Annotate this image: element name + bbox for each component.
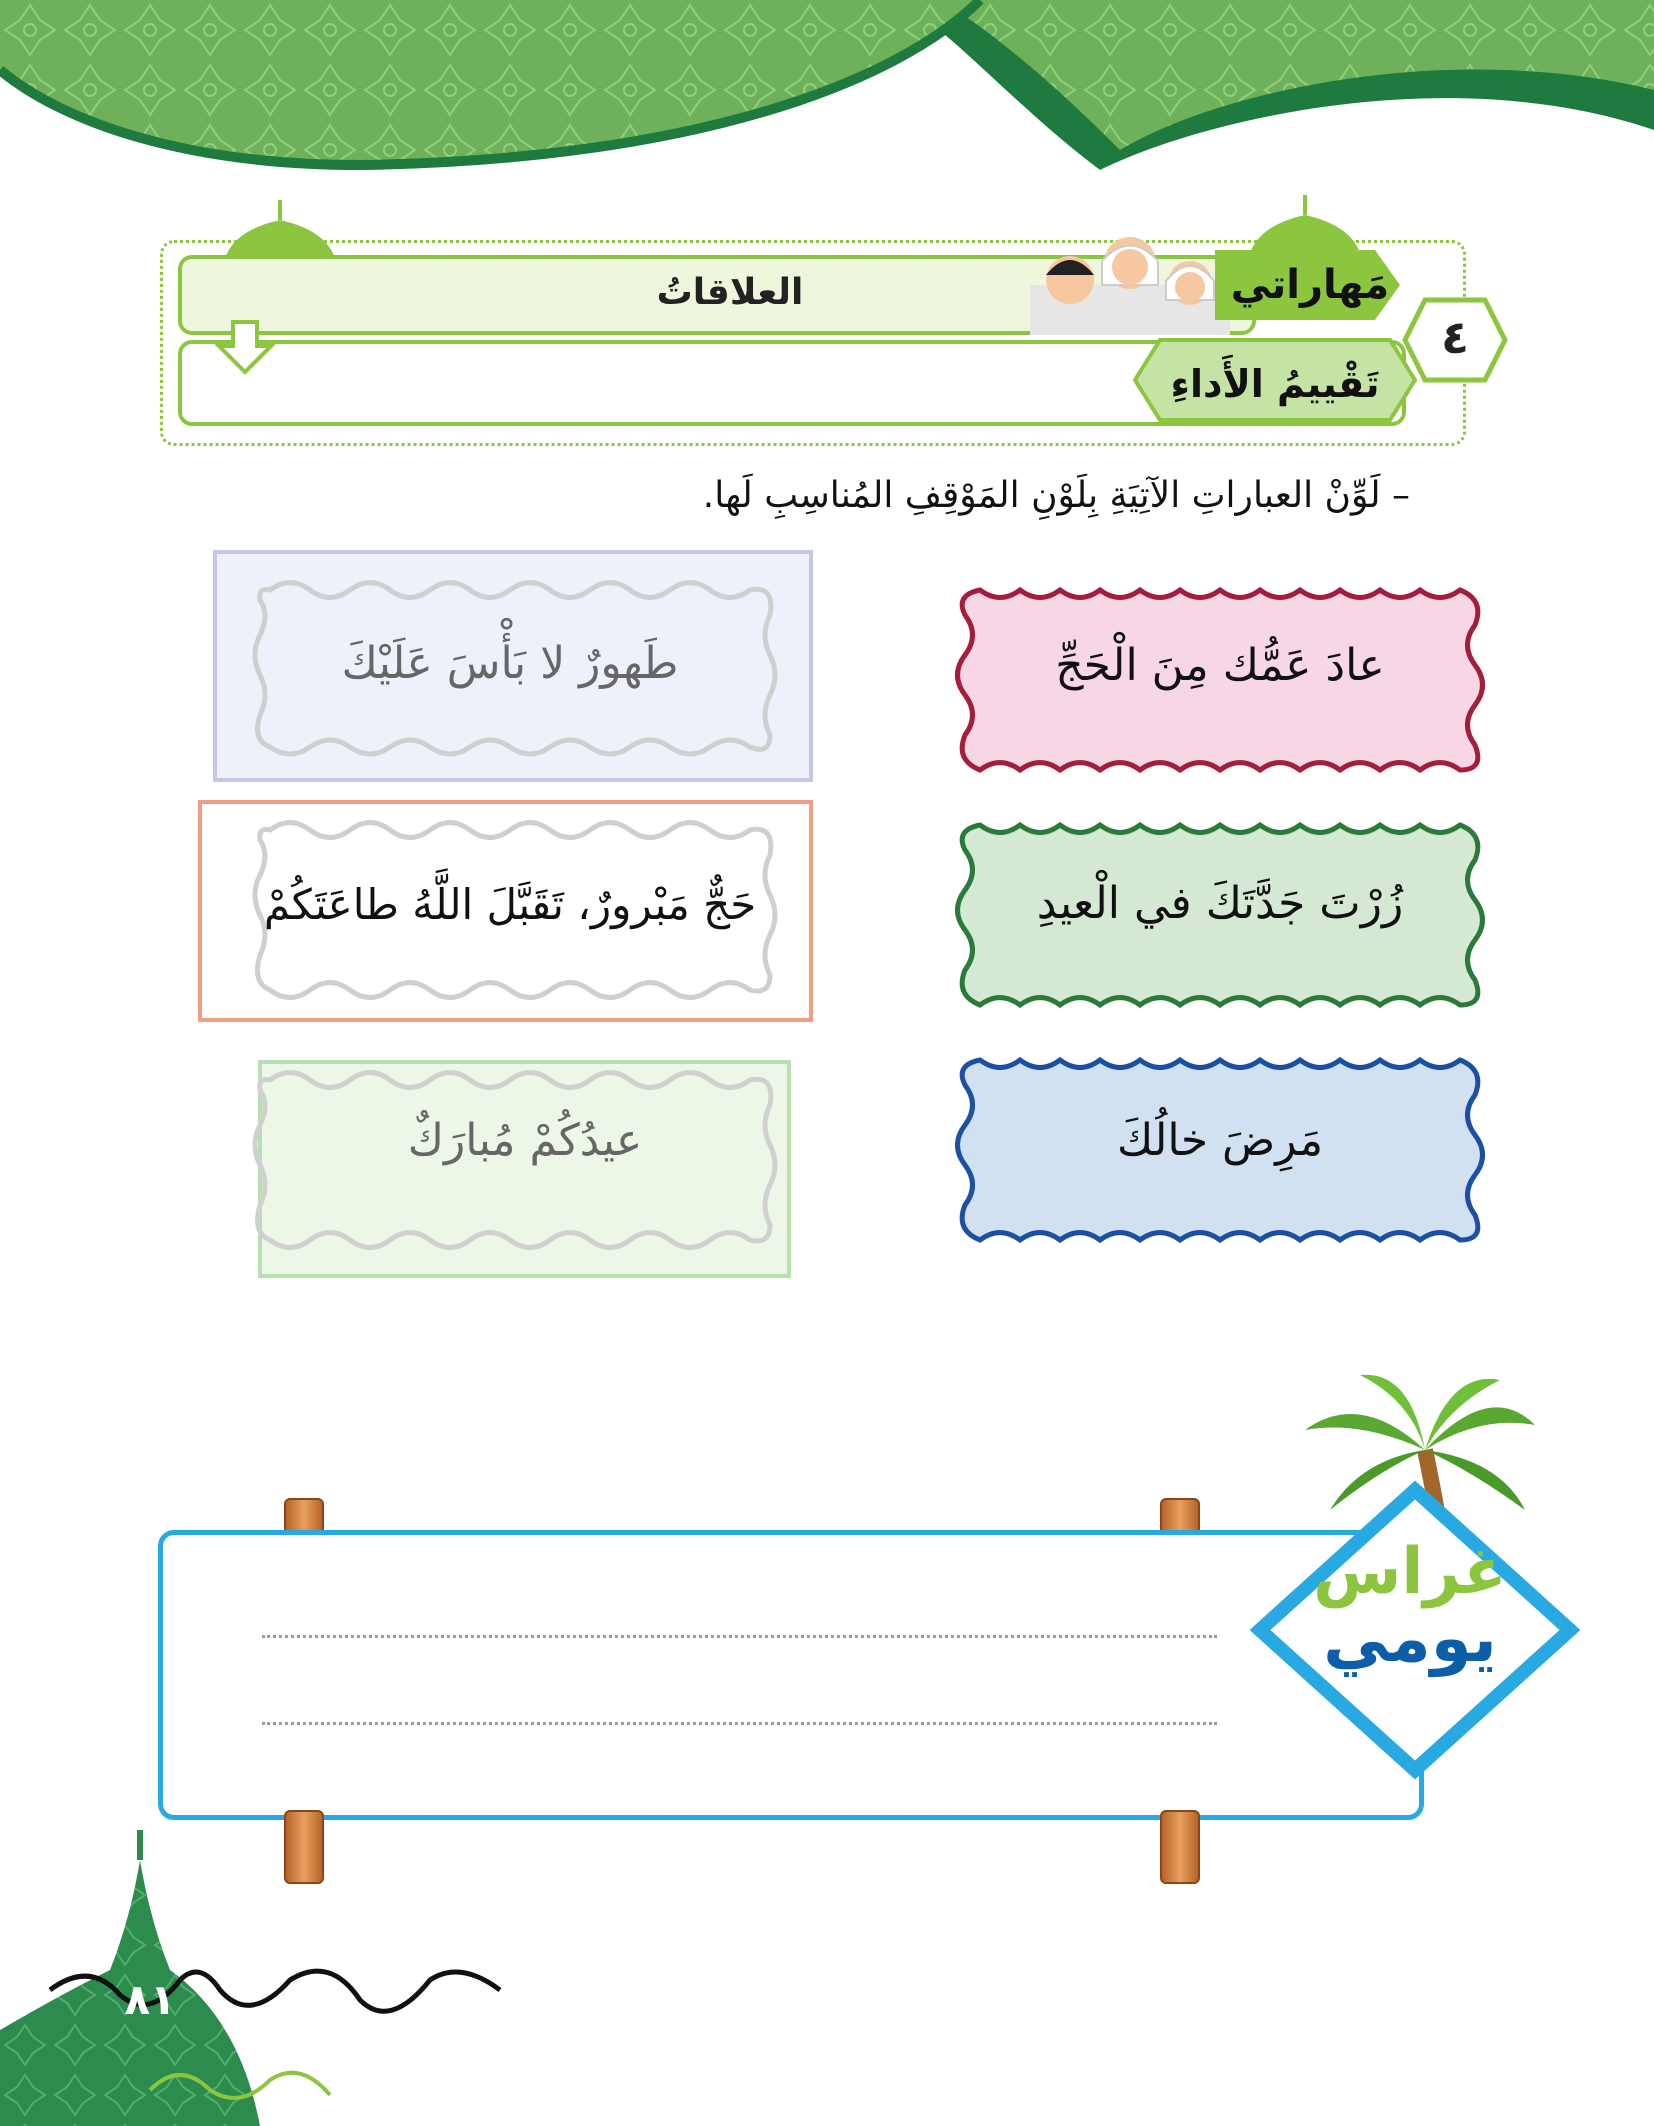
top-decorative-band (0, 0, 1654, 200)
daily-writing-board (158, 1530, 1424, 1820)
series-label: مَهاراتي (1230, 262, 1390, 308)
situation-text-illness: مَرِضَ خالُكَ (1116, 1115, 1324, 1166)
children-illustration (1030, 225, 1230, 335)
writing-line-2[interactable] (262, 1722, 1217, 1725)
topic-title: العلاقاتُ (656, 272, 804, 313)
phrase-text-hajj: حَجٌّ مَبْرورٌ، تَقَبَّلَ اللَّهُ طاعَتَكُمْ (263, 880, 757, 929)
phrase-text-eid: عيدُكُمْ مُبارَكٌ (407, 1115, 643, 1166)
section-title: تَقْييمُ الأَداءِ (1170, 362, 1380, 406)
down-arrow-icon (215, 318, 275, 378)
daily-sign-line1: غراس (1313, 1535, 1507, 1609)
situation-text-hajj: عادَ عَمُّك مِنَ الْحَجِّ (1055, 640, 1385, 691)
lesson-number: ٤ (1440, 310, 1470, 364)
phrase-text-recovery: طَهورٌ لا بَأْسَ عَلَيْكَ (341, 638, 679, 689)
dome-decoration-left (215, 200, 345, 260)
situation-text-eid-visit: زُرْتَ جَدَّتَكَ في الْعيدِ (1036, 878, 1404, 929)
writing-line-1[interactable] (262, 1635, 1217, 1638)
daily-sign-line2: يومي (1323, 1600, 1497, 1677)
wooden-post-right-bottom (1160, 1810, 1200, 1884)
page-number: ٨١ (124, 1975, 176, 2024)
instruction-text: – لَوِّنْ العباراتِ الآتِيَةِ بِلَوْنِ المَوْقِفِ المُناسِبِ لَها. (702, 475, 1410, 516)
